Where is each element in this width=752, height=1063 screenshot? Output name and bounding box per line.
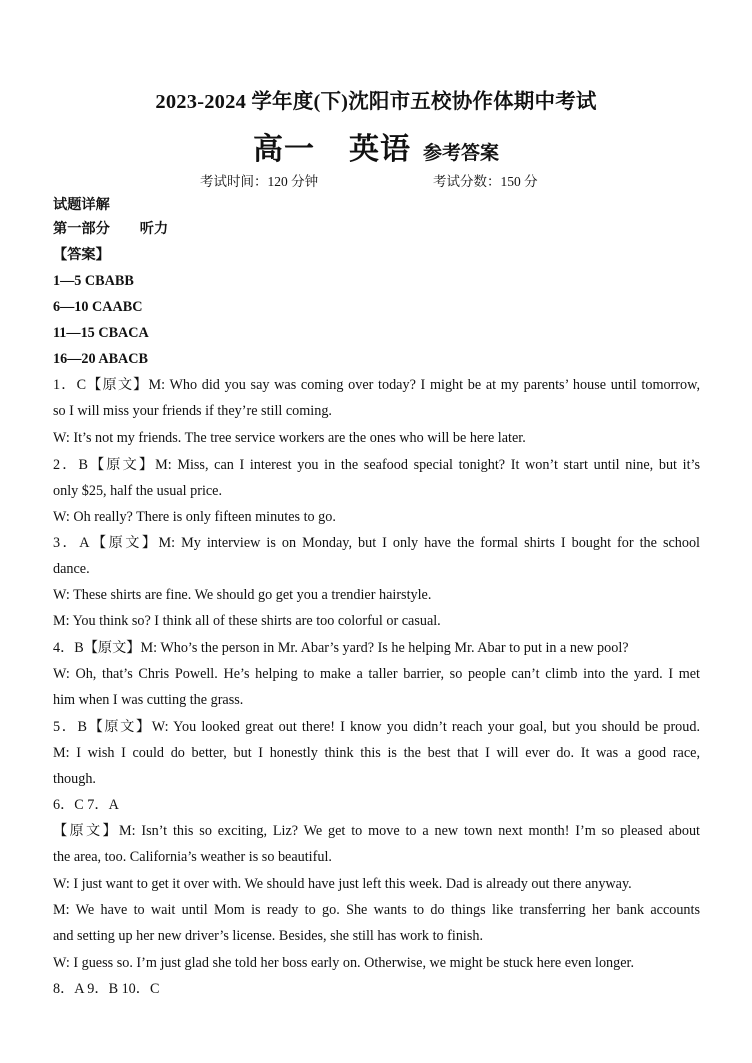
text-line: though. [53, 771, 96, 787]
text-line: 5．B【原文】W: You looked great out there! I know you didn’t reach your goal, but you should be proud. [53, 719, 700, 735]
text-line: 8．A 9．B 10．C [53, 981, 160, 997]
part-number: 第一部分 [53, 221, 110, 237]
answer-group: 11—15 CBACA [53, 325, 149, 341]
text-line: W: Oh really? There is only fifteen minutes to go. [53, 509, 336, 525]
text-line: 6．C 7．A [53, 797, 119, 813]
text-line: 3．A【原文】M: My interview is on Monday, but I only have the formal shirts I bought for the school [53, 535, 700, 551]
text-line: 4．B【原文】M: Who’s the person in Mr. Abar’s yard? Is he helping Mr. Abar to put in a new pool? [53, 640, 629, 656]
text-line: W: These shirts are fine. We should go get you a trendier hairstyle. [53, 587, 432, 603]
text-line: the area, too. California’s weather is so beautiful. [53, 849, 332, 865]
text-line: and setting up her new driver’s license. Besides, she still has work to finish. [53, 928, 484, 944]
text-line: 1．C【原文】M: Who did you say was coming over today? I might be at my parents’ house until tomorrow, [53, 377, 700, 393]
exam-time: 考试时间：120 分钟 [200, 174, 319, 189]
text-line: him when I was cutting the grass. [53, 692, 244, 708]
exam-score: 考试分数：150 分 [433, 174, 538, 189]
text-line: 【原文】M: Isn’t this so exciting, Liz? We get to move to a new town next month! I’m so pleased about [53, 823, 700, 839]
text-line: only $25, half the usual price. [53, 483, 223, 499]
text-line: W: It’s not my friends. The tree service workers are the ones who will be here later. [53, 430, 526, 446]
part-heading [53, 220, 168, 238]
section-heading: 试题详解 [53, 197, 110, 213]
exam-title: 2023-2024 学年度(下)沈阳市五校协作体期中考试 [155, 91, 597, 113]
answer-label: 【答案】 [53, 247, 110, 263]
text-line: W: Oh, that’s Chris Powell. He’s helping to make a taller barrier, so people can’t climb into the yard. I met [53, 666, 700, 682]
text-line: so I will miss your friends if they’re still coming. [53, 403, 332, 419]
text-line: 2．B【原文】M: Miss, can I interest you in the seafood special tonight? It won’t start until nine, but it’s [53, 457, 700, 473]
subject-label: 英语 [348, 133, 411, 166]
text-line: M: I wish I could do better, but I honestly think this is the best that I will ever do. It was a good race, [53, 745, 700, 761]
part-name: 听力 [139, 221, 169, 237]
text-line: M: You think so? I think all of these shirts are too colorful or casual. [53, 613, 441, 629]
answer-group: 16—20 ABACB [53, 351, 148, 367]
text-line: W: I guess so. I’m just glad she told her boss early on. Otherwise, we might be stuck here even longer. [53, 955, 635, 971]
grade-label: 高一 [252, 133, 315, 166]
answer-group: 1—5 CBABB [53, 273, 134, 289]
exam-subtitle [0, 124, 752, 168]
doc-type-label: 参考答案 [422, 143, 499, 164]
text-line: W: I just want to get it over with. We should have just left this week. Dad is already out there anyway. [53, 876, 632, 892]
answer-group: 6—10 CAABC [53, 299, 143, 315]
text-line: M: We have to wait until Mom is ready to go. She wants to do things like transferring her bank accounts [53, 902, 700, 918]
text-line: dance. [53, 561, 90, 577]
